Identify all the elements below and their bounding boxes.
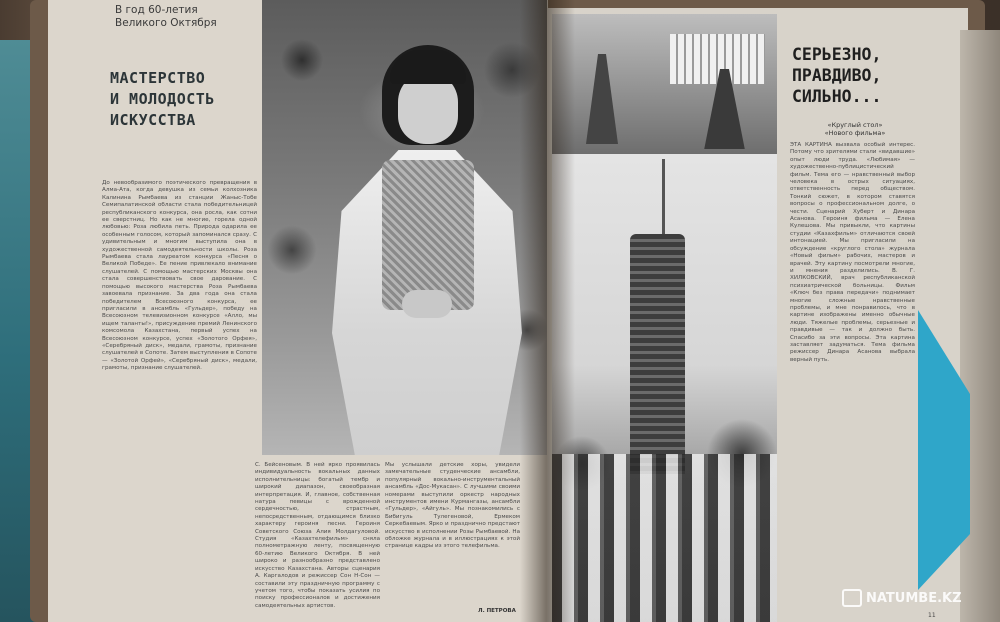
right-headline-line: СИЛЬНО...	[792, 87, 882, 106]
left-article-column-1: До невообразимого поэтического превращения в Алма-Ата, когда девушка из семьи колхозника Калинина Рымбаева из станции Жаныс-Тобе Семипалатинской области стала победительницей республиканского конкурса, она росла, как сотни ее сверстниц. Но как не многие, горела одной любовью: Роза любила петь. Природа одарила ее особенным голосом, который запоминался сразу. С удивительным и многим выступила она в художественной самодеятельности школы. Роза Рымбаева стала лауреатом конкурса «Песня о Великой Победе». Ее пение привлекало внимание слушателей. С помощью мастерских Москвы она стала совершенствовать свое дарование. С помощью высокого мастерства Роза Рымбаева завоевала признание. За два года она стала победителем Всесоюзного конкурса, ее пригласили в ансамбль «Гульдер», победу на Всесоюзном телевизионном конкурсе «Алло, мы ищем таланты!», присуждение премий Ленинского комсомола Казахстана, первый успех на Всесоюзном конкурсе, успех «Золотого Орфея», «Серебряный диск», медали, грамоты, признание слушателей в Сопоте. Затем выступления в Сопоте — «Золотой Орфей», «Серебряный диск», медали, грамоты, признание слушателей.	[102, 180, 257, 372]
left-article-column-3: Мы услышали детские хоры, увидели замечательные студенческие ансамбли, популярный вокально-инструментальный ансамбль «Дос-Мукасан». С лучшими своими номерами выступили оркестр народных инструментов имени Курмангазы, ансамбли «Гульдер», «Айгуль». Мы познакомились с Бибигуль Тулегеновой, Ермеком Серкебаевым. Ярко и празднично предстают искусство в исполнении Розы Рымбаевой. На обложке журнала и в иллюстрациях к этой странице кадры из этого телефильма.	[385, 462, 520, 550]
right-subtitle-line: «Круглый стол»	[827, 121, 883, 129]
photo-building	[670, 34, 765, 84]
page-number: 11	[928, 612, 936, 619]
photo-hands	[402, 290, 452, 318]
left-article-column-2: С. Бейсеновым. В ней ярко проявилась индивидуальность вокальных данных исполнительницы: богатый тембр и широкий диапазон, своеобразная интерпретация. И, главное, собственная натура певицы с врожденной сердечностью, страстным, непосредственным, отдающимся близко характеру героиня песни. Героиня Советского Союза Алия Молдагуловой. Студия «Казахтелефильм» сняла полнометражную ленту, посвященную 60-летию Великого Октября. В ней широко и разнообразно представлено искусство Казахстана. Авторы сценария А. Каргалодов и режиссер Сон Н-Сон — составили эту праздничную программу с учетом того, чтобы показать усилия по поиску профессионалов и достижения самодеятельных артистов.	[255, 462, 380, 609]
book-gutter-shadow	[520, 0, 575, 622]
watermark	[842, 586, 992, 610]
left-headline-line: МАСТЕРСТВО	[110, 69, 206, 87]
left-headline-line: ИСКУССТВА	[110, 111, 196, 129]
right-subtitle-line: «Нового фильма»	[824, 129, 886, 137]
left-headline-line: И МОЛОДОСТЬ	[110, 90, 215, 108]
watermark-logo-icon	[842, 589, 862, 607]
right-article-column: ЭТА КАРТИНА вызвала особый интерес. Потому что зрителями стали «видавшие» опыт люди труда. «Любимая» — художественно-публицистический фильм. Тема его — нравственный выбор человека в острых ситуациях, ответственность перед обществом. Тонкий сюжет, в котором ставятся вопросы о профессиональном долге, о чести. Сценарий Хуберт и Динара Асанова. Героиня фильма — Елена Кулешова. Мы привыкли, что картины студии «Казахфильм» отличаются своей интонацией. Мы пригласили на обсуждение «круглого стола» журнала «Новый фильм» рабочих, мастеров и врачей. Эту картину посмотрели многие, и мнения разделились. В. Г. ХИЛКОВСКИЙ, врач республиканской психиатрической больницы. Фильм «Ключ без права передачи» поднимает многие сложные нравственные проблемы, и мне понравилось, что в картине изображены именно обычные люди. Тяжелые проблемы, серьезные и правдивые — так и должно быть. Спасибо за эти вопросы. Эта картина заставляет задуматься. Тема фильма режиссер Динара Асанова выбрала верный путь.	[790, 142, 915, 363]
dancers-photo	[552, 14, 777, 154]
photo-vest	[382, 160, 474, 310]
right-headline-line: ПРАВДИВО,	[792, 66, 882, 85]
tower-parade-photo	[552, 154, 777, 622]
photo-dancer	[582, 54, 622, 144]
right-headline	[792, 44, 927, 107]
photo-marchers	[552, 454, 777, 622]
left-author: Л. ПЕТРОВА	[478, 608, 516, 614]
rubric-line: Великого Октября	[115, 17, 217, 29]
watermark-text: NATUMBE.KZ	[866, 590, 962, 606]
rubric-line: В год 60-летия	[115, 4, 198, 16]
right-subtitle	[795, 121, 915, 137]
singer-photo	[262, 0, 547, 455]
left-headline	[110, 68, 270, 131]
right-headline-line: СЕРЬЕЗНО,	[792, 45, 882, 64]
rubric	[115, 4, 255, 30]
